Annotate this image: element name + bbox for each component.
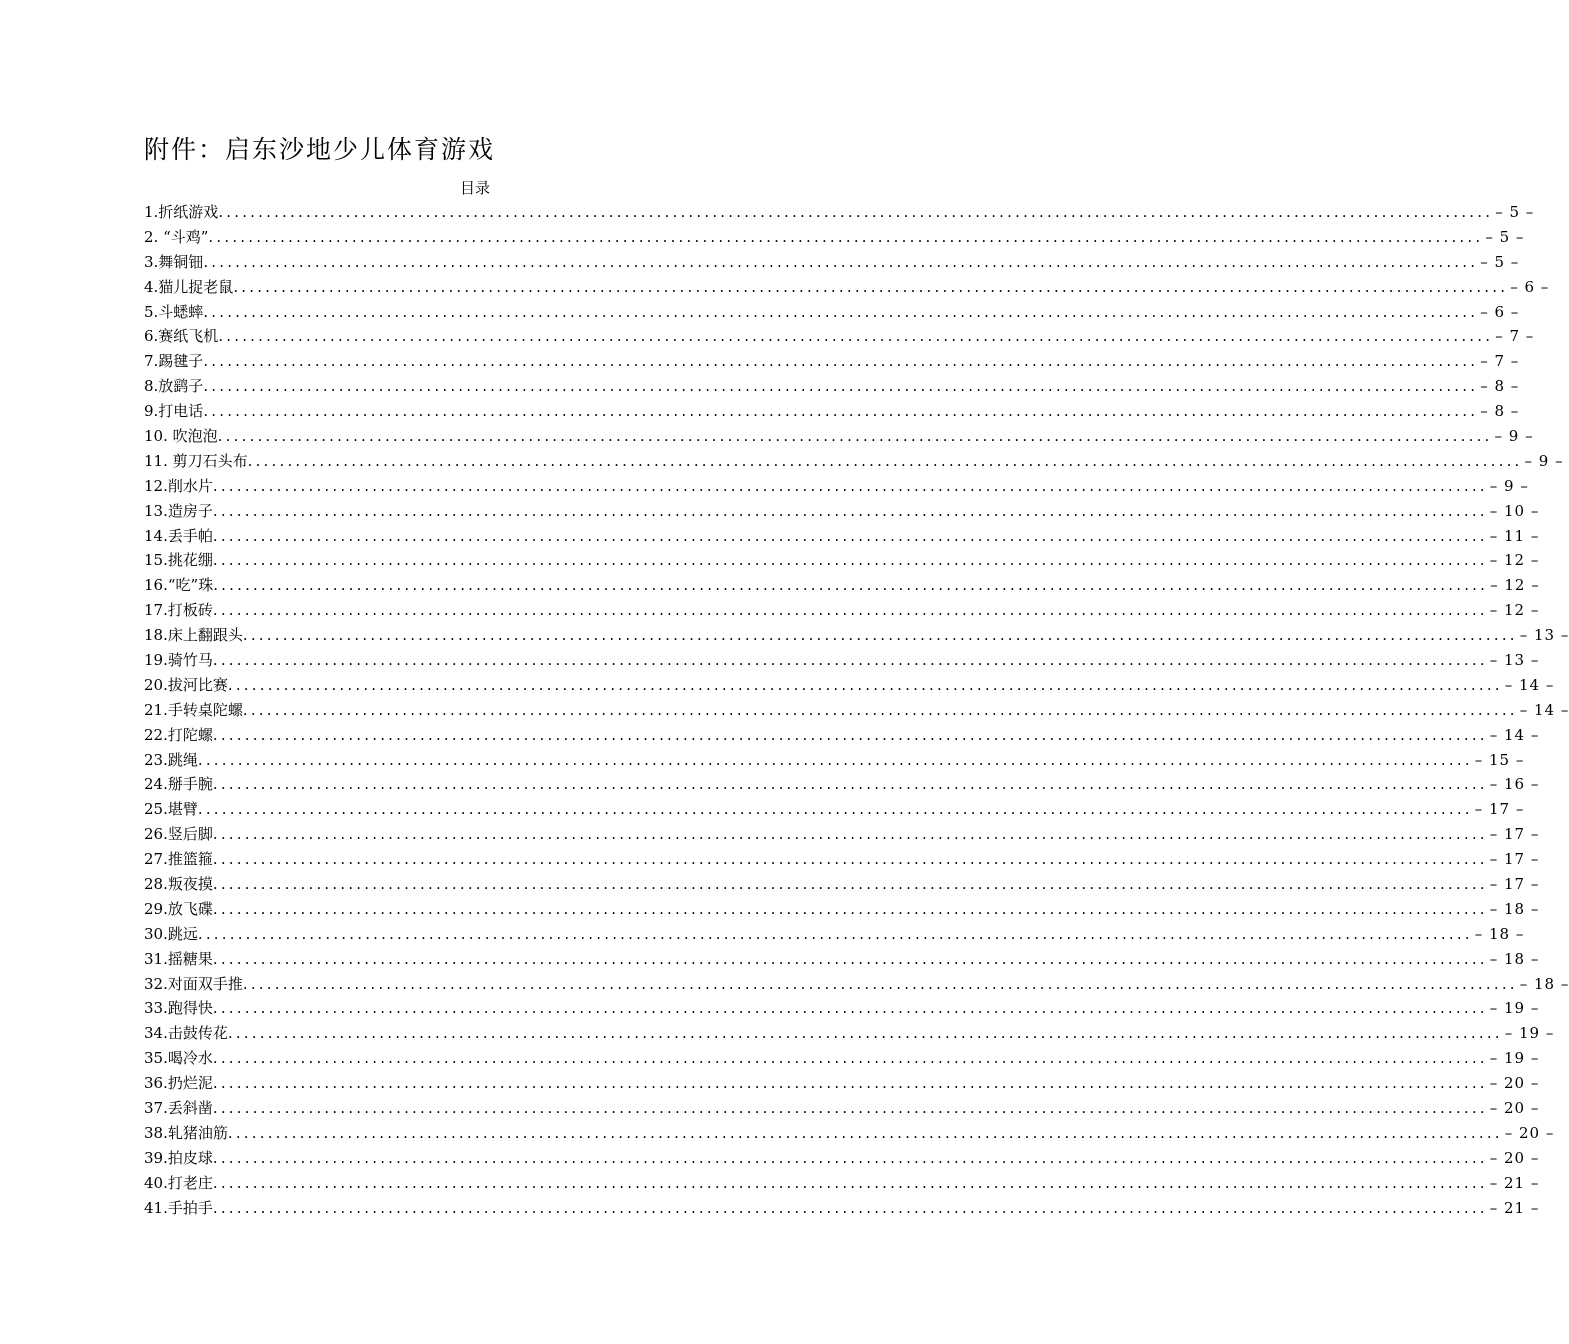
toc-entry-label: 28.叛夜摸	[144, 875, 213, 894]
toc-entry[interactable]	[144, 1021, 1555, 1046]
toc-entry[interactable]	[144, 972, 1569, 997]
dot-leader: ................................................................................................................................................................	[197, 800, 1473, 819]
toc-entry-page-number: – 18 –	[1519, 974, 1569, 993]
toc-entry[interactable]	[144, 1146, 1540, 1171]
toc-entry-page-number: – 13 –	[1489, 651, 1540, 670]
dot-leader: ................................................................................................................................................................	[242, 700, 1518, 719]
toc-entry-page-number: – 19 –	[1489, 999, 1540, 1018]
dot-leader: ................................................................................................................................................................	[203, 252, 1479, 271]
dot-leader: ................................................................................................................................................................	[203, 402, 1479, 421]
toc-entry-page-number: – 15 –	[1474, 750, 1525, 769]
toc-entry-label: 10. 吹泡泡	[144, 427, 218, 445]
toc-entry[interactable]	[144, 648, 1540, 673]
toc-entry[interactable]	[144, 922, 1525, 947]
toc-entry-label: 29.放飞碟	[144, 899, 213, 918]
dot-leader: ................................................................................................................................................................	[218, 202, 1494, 221]
toc-entry-label: 32.对面双手推	[144, 974, 243, 993]
toc-entry[interactable]	[144, 374, 1520, 399]
dot-leader: ................................................................................................................................................................	[212, 725, 1488, 744]
toc-entry-page-number: – 17 –	[1489, 850, 1540, 869]
toc-entry[interactable]	[144, 723, 1540, 748]
dot-leader: ................................................................................................................................................................	[242, 626, 1518, 645]
toc-entry-page-number: – 7 –	[1495, 327, 1535, 346]
toc-entry[interactable]	[144, 847, 1540, 872]
toc-entry[interactable]	[144, 1096, 1540, 1121]
toc-entry-page-number: – 20 –	[1489, 1074, 1540, 1093]
toc-entry-page-number: – 5 –	[1495, 202, 1535, 221]
table-of-contents	[144, 200, 1569, 1221]
toc-entry-page-number: – 19 –	[1489, 1049, 1540, 1068]
dot-leader: ................................................................................................................................................................	[227, 1024, 1503, 1043]
toc-entry-page-number: – 8 –	[1480, 377, 1520, 396]
toc-entry[interactable]	[144, 1121, 1555, 1146]
dot-leader: ................................................................................................................................................................	[203, 302, 1479, 321]
toc-entry-page-number: – 21 –	[1489, 1173, 1540, 1192]
toc-entry-page-number: – 6 –	[1480, 302, 1520, 321]
toc-entry[interactable]	[144, 598, 1540, 623]
toc-entry-page-number: – 8 –	[1480, 402, 1520, 421]
toc-entry-page-number: – 12 –	[1489, 601, 1540, 620]
toc-entry-page-number: – 9 –	[1524, 451, 1564, 470]
dot-leader: ................................................................................................................................................................	[212, 1099, 1488, 1118]
dot-leader: ................................................................................................................................................................	[247, 451, 1523, 470]
toc-entry-label: 16.“吃”珠	[144, 576, 214, 595]
dot-leader: ................................................................................................................................................................	[212, 551, 1488, 570]
toc-entry-label: 9.打电话	[144, 402, 204, 421]
toc-entry-page-number: – 12 –	[1490, 576, 1540, 595]
toc-entry[interactable]	[144, 449, 1564, 474]
dot-leader: ................................................................................................................................................................	[212, 875, 1488, 894]
toc-entry[interactable]	[144, 947, 1540, 972]
toc-entry[interactable]	[144, 424, 1534, 449]
toc-entry-label: 8.放鹞子	[144, 377, 204, 396]
document-title: 附件：启东沙地少儿体育游戏	[144, 135, 496, 164]
toc-entry[interactable]	[144, 524, 1540, 549]
toc-entry[interactable]	[144, 474, 1529, 499]
toc-entry-label: 25.堪臂	[144, 800, 198, 819]
toc-entry-page-number: – 17 –	[1489, 875, 1540, 894]
dot-leader: ................................................................................................................................................................	[217, 427, 1493, 445]
toc-entry-label: 19.骑竹马	[144, 651, 213, 670]
toc-entry-label: 3.舞铜钿	[144, 252, 204, 271]
toc-entry-label: 4.猫儿捉老鼠	[144, 277, 234, 296]
toc-entry-page-number: – 18 –	[1489, 949, 1540, 968]
dot-leader: ................................................................................................................................................................	[212, 651, 1488, 670]
toc-entry-page-number: – 6 –	[1510, 277, 1550, 296]
toc-entry[interactable]	[144, 872, 1540, 897]
toc-entry[interactable]	[144, 548, 1540, 573]
dot-leader: ................................................................................................................................................................	[212, 775, 1488, 794]
toc-entry-page-number: – 7 –	[1480, 352, 1520, 371]
toc-entry[interactable]	[144, 797, 1525, 822]
toc-entry-label: 36.扔烂泥	[144, 1074, 213, 1093]
dot-leader: ................................................................................................................................................................	[203, 377, 1479, 396]
toc-entry-label: 35.喝冷水	[144, 1049, 213, 1068]
toc-entry-label: 21.手转桌陀螺	[144, 700, 243, 719]
toc-entry-page-number: – 12 –	[1489, 551, 1540, 570]
toc-entry-label: 13.造房子	[144, 501, 213, 520]
toc-entry-page-number: – 5 –	[1480, 252, 1520, 271]
dot-leader: ................................................................................................................................................................	[227, 675, 1503, 694]
dot-leader: ................................................................................................................................................................	[212, 1198, 1488, 1217]
toc-entry-page-number: – 20 –	[1489, 1099, 1540, 1118]
toc-entry-page-number: – 9 –	[1489, 476, 1529, 495]
toc-entry-label: 24.掰手腕	[144, 775, 213, 794]
dot-leader: ................................................................................................................................................................	[212, 825, 1488, 844]
dot-leader: ................................................................................................................................................................	[212, 1074, 1488, 1093]
dot-leader: ................................................................................................................................................................	[212, 476, 1488, 495]
toc-entry-label: 1.折纸游戏	[144, 202, 219, 221]
dot-leader: ................................................................................................................................................................	[197, 924, 1473, 943]
toc-entry-page-number: – 13 –	[1519, 626, 1569, 645]
toc-entry-label: 12.削水片	[144, 476, 213, 495]
toc-entry[interactable]	[144, 225, 1525, 250]
toc-entry[interactable]	[144, 324, 1535, 349]
toc-entry-page-number: – 14 –	[1519, 700, 1569, 719]
dot-leader: ................................................................................................................................................................	[203, 352, 1479, 371]
toc-entry[interactable]	[144, 399, 1520, 424]
toc-entry-page-number: – 20 –	[1504, 1123, 1555, 1142]
dot-leader: ................................................................................................................................................................	[212, 949, 1488, 968]
dot-leader: ................................................................................................................................................................	[242, 974, 1518, 993]
toc-entry-label: 18.床上翻跟头	[144, 626, 243, 645]
toc-entry[interactable]	[144, 673, 1555, 698]
toc-entry-label: 17.打板砖	[144, 601, 213, 620]
dot-leader: ................................................................................................................................................................	[227, 1123, 1503, 1142]
toc-entry-label: 27.推篮箍	[144, 850, 213, 869]
dot-leader: ................................................................................................................................................................	[213, 576, 1489, 595]
dot-leader: ................................................................................................................................................................	[212, 601, 1488, 620]
toc-entry[interactable]	[144, 250, 1520, 275]
toc-entry[interactable]	[144, 349, 1520, 374]
toc-entry[interactable]	[144, 1071, 1540, 1096]
dot-leader: ................................................................................................................................................................	[212, 899, 1488, 918]
dot-leader: ................................................................................................................................................................	[208, 227, 1484, 246]
toc-entry[interactable]	[144, 573, 1540, 598]
toc-entry-page-number: – 18 –	[1474, 924, 1525, 943]
toc-entry-label: 22.打陀螺	[144, 725, 213, 744]
toc-entry-label: 6.赛纸飞机	[144, 327, 219, 346]
toc-entry-page-number: – 18 –	[1489, 899, 1540, 918]
dot-leader: ................................................................................................................................................................	[212, 1148, 1488, 1167]
toc-entry[interactable]	[144, 623, 1569, 648]
toc-entry-label: 31.摇糖果	[144, 949, 213, 968]
toc-entry-page-number: – 5 –	[1485, 227, 1525, 246]
toc-entry-label: 30.跳远	[144, 924, 198, 943]
toc-entry-page-number: – 19 –	[1504, 1024, 1555, 1043]
toc-entry-page-number: – 14 –	[1489, 725, 1540, 744]
toc-entry-page-number: – 20 –	[1489, 1148, 1540, 1167]
toc-entry-label: 7.踢毽子	[144, 352, 204, 371]
toc-entry-label: 40.打老庄	[144, 1173, 213, 1192]
toc-entry-label: 11. 剪刀石头布	[144, 451, 248, 470]
toc-entry[interactable]	[144, 300, 1520, 325]
toc-entry-page-number: – 10 –	[1489, 501, 1540, 520]
dot-leader: ................................................................................................................................................................	[218, 327, 1494, 346]
toc-entry[interactable]	[144, 200, 1535, 225]
toc-entry[interactable]	[144, 499, 1540, 524]
toc-entry-page-number: – 17 –	[1474, 800, 1525, 819]
toc-entry-label: 26.竖后脚	[144, 825, 213, 844]
toc-heading: 目录	[459, 179, 490, 197]
toc-entry-label: 15.挑花绷	[144, 551, 213, 570]
toc-entry[interactable]	[144, 698, 1569, 723]
toc-entry-page-number: – 11 –	[1489, 526, 1540, 545]
toc-entry[interactable]	[144, 1171, 1540, 1196]
toc-entry-label: 38.轧猪油筋	[144, 1123, 228, 1142]
dot-leader: ................................................................................................................................................................	[212, 1049, 1488, 1068]
toc-entry-page-number: – 21 –	[1489, 1198, 1540, 1217]
toc-entry-page-number: – 9 –	[1494, 427, 1534, 445]
toc-entry-label: 20.拔河比赛	[144, 675, 228, 694]
toc-entry-label: 37.丢斜凿	[144, 1099, 213, 1118]
toc-entry-label: 2. “斗鸡”	[144, 227, 209, 246]
toc-entry-label: 39.拍皮球	[144, 1148, 213, 1167]
toc-entry-label: 5.斗蟋蟀	[144, 302, 204, 321]
dot-leader: ................................................................................................................................................................	[233, 277, 1509, 296]
dot-leader: ................................................................................................................................................................	[212, 850, 1488, 869]
toc-entry[interactable]	[144, 772, 1540, 797]
dot-leader: ................................................................................................................................................................	[212, 526, 1488, 545]
toc-entry[interactable]	[144, 997, 1540, 1022]
toc-entry-label: 14.丢手帕	[144, 526, 213, 545]
toc-entry-label: 41.手拍手	[144, 1198, 213, 1217]
toc-entry[interactable]	[144, 748, 1525, 773]
toc-entry[interactable]	[144, 822, 1540, 847]
dot-leader: ................................................................................................................................................................	[212, 501, 1488, 520]
dot-leader: ................................................................................................................................................................	[197, 750, 1473, 769]
toc-entry-label: 34.击鼓传花	[144, 1024, 228, 1043]
toc-entry-label: 33.跑得快	[144, 999, 213, 1018]
toc-entry-page-number: – 16 –	[1489, 775, 1540, 794]
toc-entry[interactable]	[144, 1046, 1540, 1071]
toc-entry[interactable]	[144, 1196, 1540, 1221]
toc-entry[interactable]	[144, 897, 1540, 922]
toc-entry[interactable]	[144, 275, 1550, 300]
dot-leader: ................................................................................................................................................................	[212, 999, 1488, 1018]
toc-entry-page-number: – 17 –	[1489, 825, 1540, 844]
toc-entry-label: 23.跳绳	[144, 750, 198, 769]
dot-leader: ................................................................................................................................................................	[212, 1173, 1488, 1192]
toc-entry-page-number: – 14 –	[1504, 675, 1555, 694]
